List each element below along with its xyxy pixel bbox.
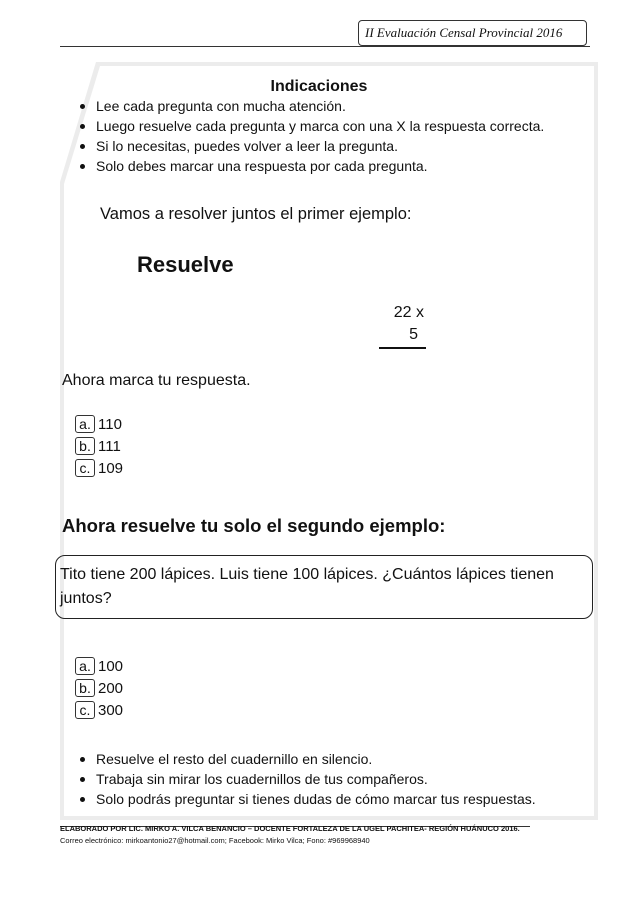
question-box: Tito tiene 200 lápices. Luis tiene 100 lápices. ¿Cuántos lápices tienen juntos?: [55, 555, 593, 619]
resuelve-heading: Resuelve: [137, 252, 234, 277]
operand-1: 22 x: [393, 304, 424, 321]
example2-options: [75, 655, 123, 721]
option-c[interactable]: [75, 699, 123, 721]
list-item: Luego resuelve cada pregunta y marca con una X la respuesta correcta.: [62, 116, 544, 136]
option-letter[interactable]: c.: [75, 459, 95, 477]
option-a[interactable]: [75, 413, 123, 435]
option-value: 200: [98, 679, 124, 697]
list-item: Solo podrás preguntar si tienes dudas de cómo marcar tus respuestas.: [62, 789, 536, 809]
option-value: 110: [98, 415, 122, 433]
option-a[interactable]: [75, 655, 123, 677]
multiplication: [394, 302, 424, 346]
second-example-heading: Ahora resuelve tu solo el segundo ejemplo:: [62, 515, 446, 536]
indicaciones-title: Indicaciones: [270, 78, 368, 95]
option-value: 100: [98, 657, 124, 675]
option-value: 300: [98, 701, 124, 719]
header-divider: [60, 46, 590, 47]
option-b[interactable]: [75, 677, 123, 699]
operand-2: 5: [409, 326, 418, 343]
option-letter[interactable]: a.: [75, 415, 95, 433]
option-value: 109: [98, 459, 124, 477]
option-letter[interactable]: b.: [75, 679, 95, 697]
list-item: Si lo necesitas, puedes volver a leer la pregunta.: [62, 136, 544, 156]
list-item: Trabaja sin mirar los cuadernillos de tus compañeros.: [62, 769, 536, 789]
list-item: Solo debes marcar una respuesta por cada pregunta.: [62, 156, 544, 176]
option-b[interactable]: [75, 435, 123, 457]
list-item: Lee cada pregunta con mucha atención.: [62, 96, 544, 116]
option-letter[interactable]: c.: [75, 701, 95, 719]
list-item: Resuelve el resto del cuadernillo en silencio.: [62, 749, 536, 769]
example-intro: Vamos a resolver juntos el primer ejemplo:: [100, 205, 412, 223]
option-letter[interactable]: b.: [75, 437, 95, 455]
final-instructions-list: [62, 749, 536, 809]
example1-options: [75, 413, 123, 479]
indicaciones-list: [62, 96, 544, 176]
option-letter[interactable]: a.: [75, 657, 95, 675]
answer-prompt: Ahora marca tu respuesta.: [62, 372, 251, 389]
multiplication-rule: [379, 347, 426, 349]
footer-credit: ELABORADO POR LIC. MIRKO A. VILCA BENANCIO – DOCENTE FORTALEZA DE LA UGEL PACHITEA- REGIÓN HUÁNUCO 2016.: [60, 824, 520, 833]
footer-contact: Correo electrónico: mirkoantonio27@hotmail.com; Facebook: Mirko Vilca; Fono: #969968940: [60, 836, 370, 845]
option-value: 111: [98, 437, 121, 455]
option-c[interactable]: [75, 457, 123, 479]
exam-title: II Evaluación Censal Provincial 2016: [358, 20, 587, 46]
